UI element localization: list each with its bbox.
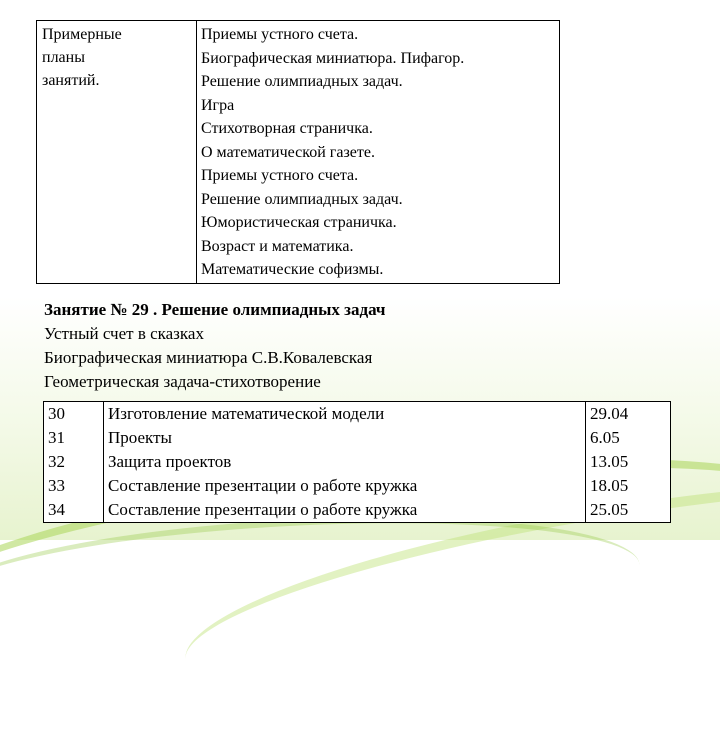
lesson-number: 33 — [48, 476, 65, 495]
lesson-number: 34 — [48, 500, 65, 519]
lesson-name: Проекты — [108, 428, 172, 447]
lesson-date: 13.05 — [590, 452, 629, 471]
plan-topic: Стихотворная страничка. — [201, 120, 373, 137]
lesson-date-column — [586, 402, 671, 523]
lesson-plans-table — [36, 20, 560, 284]
plans-label-line: занятий. — [42, 72, 100, 89]
plans-label-cell — [37, 21, 197, 284]
lesson-title: Занятие № 29 . Решение олимпиадных задач — [44, 300, 386, 319]
plans-topics-cell — [197, 21, 560, 284]
lesson-date: 25.05 — [590, 500, 629, 519]
plan-topic: Решение олимпиадных задач. — [201, 73, 403, 90]
lesson-name: Составление презентации о работе кружка — [108, 500, 418, 519]
lesson-date: 18.05 — [590, 476, 629, 495]
lesson-block — [44, 297, 386, 394]
plan-topic: О математической газете. — [201, 143, 375, 161]
lesson-name: Изготовление математической модели — [108, 404, 385, 423]
lesson-title-column — [104, 402, 586, 523]
plan-topic: Решение олимпиадных задач. — [201, 190, 403, 208]
lesson-number: 30 — [48, 404, 65, 423]
lesson-name: Защита проектов — [108, 452, 232, 471]
plans-label-line: планы — [42, 49, 85, 66]
lesson-name: Составление презентации о работе кружка — [108, 476, 418, 495]
plans-label-line: Примерные — [42, 26, 122, 43]
lesson-number-column — [44, 402, 104, 523]
lesson-item: Устный счет в сказках — [44, 324, 204, 343]
plan-topic: Юмористическая страничка. — [201, 214, 397, 231]
schedule-table — [43, 401, 671, 523]
plan-topic: Возраст и математика. — [201, 237, 354, 255]
lesson-number: 32 — [48, 452, 65, 471]
lesson-date: 29.04 — [590, 404, 629, 423]
lesson-item: Биографическая миниатюра С.В.Ковалевская — [44, 348, 373, 367]
lesson-date: 6.05 — [590, 428, 620, 447]
plan-topic: Биографическая миниатюра. Пифагор. — [201, 49, 465, 67]
plan-topic: Приемы устного счета. — [201, 26, 359, 43]
lesson-item: Геометрическая задача-стихотворение — [44, 372, 321, 391]
plan-topic: Математические софизмы. — [201, 261, 384, 278]
lesson-number: 31 — [48, 428, 65, 447]
plan-topic: Приемы устного счета. — [201, 167, 359, 184]
plan-topic: Игра — [201, 96, 235, 114]
